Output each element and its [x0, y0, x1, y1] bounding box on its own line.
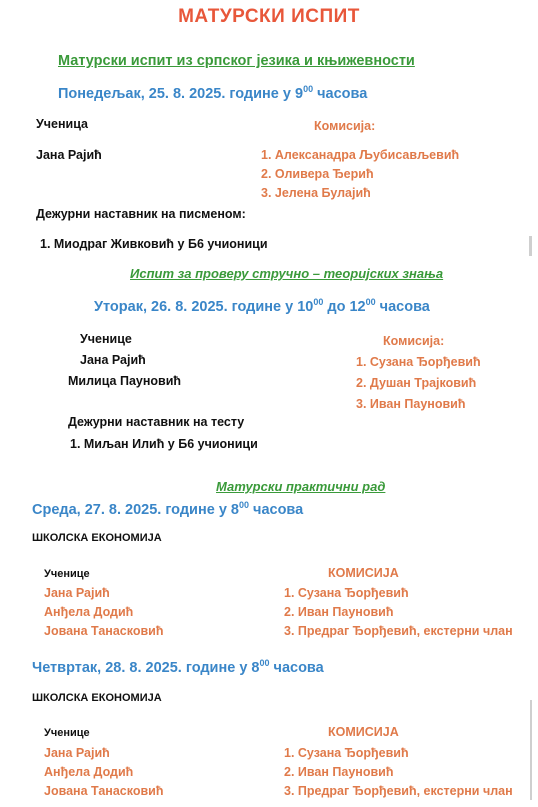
- commission-member: 1. Сузана Ђорђевић: [284, 746, 409, 760]
- section-4-date: Четвртак, 28. 8. 2025. године у $8^{00}$ часова: [32, 658, 324, 676]
- student-name: Анђела Додић: [44, 605, 134, 619]
- section-2-commission-list: [356, 352, 481, 415]
- section-3-commission-label: КОМИСИЈА: [328, 566, 399, 580]
- page-title: МАТУРСКИ ИСПИТ: [178, 6, 360, 27]
- section-1-students-label: Ученица: [36, 117, 89, 131]
- commission-member: 1. Алексанадра Љубисављевић: [261, 148, 460, 162]
- commission-member: 2. Оливера Ђерић: [261, 167, 374, 181]
- section-2-duty-label: Дежурни наставник на тесту: [68, 415, 245, 429]
- commission-member: 2. Иван Пауновић: [284, 605, 394, 619]
- commission-member: 2. Иван Пауновић: [284, 765, 394, 779]
- scan-edge-mark: [529, 236, 532, 256]
- section-2-commission-label: Комисија:: [383, 334, 445, 348]
- commission-member: 2. Душан Трајковић: [356, 376, 477, 390]
- student-name: Анђела Додић: [44, 765, 134, 779]
- section-2-student: Јана Рајић: [80, 353, 146, 367]
- section-4-commission-list: [284, 744, 513, 801]
- commission-member: 1. Сузана Ђорђевић: [356, 355, 481, 369]
- commission-member: 3. Иван Пауновић: [356, 397, 466, 411]
- section-1-subtitle: Матурски испит из српског језика и књижевности: [58, 53, 415, 69]
- section-3-date: Среда, 27. 8. 2025. године у $8^{00}$ часова: [32, 500, 304, 518]
- student-name: Јана Рајић: [44, 586, 110, 600]
- section-3-subtitle: Матурски практични рад: [216, 479, 386, 494]
- student-name: Јована Танасковић: [44, 624, 164, 638]
- section-4-commission-label: КОМИСИЈА: [328, 725, 399, 739]
- section-4-students-list: [44, 744, 164, 801]
- section-2-duty-teacher: 1. Миљан Илић у Б6 учионици: [70, 437, 258, 451]
- section-2-subtitle: Испит за проверу стручно – теоријских знања: [130, 266, 444, 281]
- section-3-students-label: Ученице: [44, 568, 90, 580]
- student-name: Јана Рајић: [44, 746, 110, 760]
- section-3-commission-list: [284, 584, 513, 641]
- section-2-students-label: Ученице: [80, 332, 132, 346]
- student-name: Јована Танасковић: [44, 784, 164, 798]
- section-3-subject: ШКОЛСКА ЕКОНОМИЈА: [32, 532, 162, 544]
- commission-member: 3. Предраг Ђорђевић, екстерни члан: [284, 624, 513, 638]
- section-1-duty-label: Дежурни наставник на писменом:: [36, 207, 246, 221]
- section-1-student: Јана Рајић: [36, 148, 102, 162]
- section-1-commission-label: Комисија:: [314, 119, 376, 133]
- commission-member: 1. Сузана Ђорђевић: [284, 586, 409, 600]
- commission-member: 3. Предраг Ђорђевић, екстерни члан: [284, 784, 513, 798]
- section-1-date: Понедељак, 25. 8. 2025. године у $9^{00}$ часова: [58, 84, 368, 102]
- section-4-subject: ШКОЛСКА ЕКОНОМИЈА: [32, 692, 162, 704]
- commission-member: 3. Јелена Булајић: [261, 186, 371, 200]
- section-1-commission-list: [261, 146, 459, 203]
- scan-edge-mark: [530, 700, 532, 800]
- section-2-date: Уторак, 26. 8. 2025. године у $10^{00}$ до $12^{00}$ часова: [94, 297, 430, 315]
- section-2-student: Милица Пауновић: [68, 374, 182, 388]
- section-4-students-label: Ученице: [44, 727, 90, 739]
- section-1-duty-teacher: 1. Миодраг Живковић у Б6 учионици: [40, 237, 268, 251]
- section-3-students-list: [44, 584, 164, 641]
